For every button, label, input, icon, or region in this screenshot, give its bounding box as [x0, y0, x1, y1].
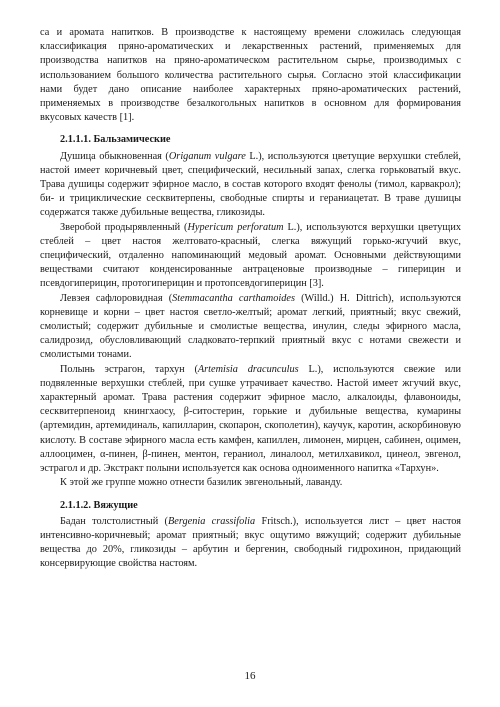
latin-name: Bergenia crassifolia — [167, 515, 256, 527]
text: Полынь эстрагон, тархун ( — [60, 363, 198, 375]
latin-name: Hypericum perforatum — [187, 221, 284, 233]
intro-paragraph: са и аромата напитков. В производстве к настоящему времени сложилась следующая классификация пряно-ароматических и лекарственных растений, применяемых для производства напитков на пряно-ароматическом растительном сырье, производимых с использованием большого количества растительного сырья. Согласно этой классификации нами будет дано описание наиболее характерных пряно-ароматических растений, применяемых в производстве безалкогольных напитков в основном для формирования вкусовых качеств [1]. — [40, 27, 461, 124]
text: Душица обыкновенная ( — [60, 150, 169, 162]
document-page — [40, 26, 461, 572]
paragraph-tarragon — [40, 363, 461, 477]
text: Бадан толстолистный ( — [60, 515, 168, 527]
paragraph-leuzea — [40, 292, 461, 363]
text: L.), используются верхушки цветущих стеблей – цвет настоя желтовато-красный, слегка вяжущий горько-жгучий вкус, специфический, отдаленно напоминающий медовый аромат. Основными действующими веществами считают конденсированные антраценовые производные – гиперицин и псевдогиперицин, протогиперицин и протопсевдогиперицин [3]. — [40, 221, 461, 290]
paragraph-bergenia — [40, 515, 461, 572]
latin-name: Artemisia dracunculus — [197, 363, 299, 375]
text: (Willd.) H. Dittrich), используются корневище и корни – цвет настоя светло-желтый; аромат легкий, приятный; вкус свежий, смолистый; содержит дубильные и смолистые вещества, инулин, следы эфирного масла, салидрозид, обусловливающий сладковато-терпкий приятный вкус с нотами свежести и смолистыми тонами. — [40, 292, 461, 361]
section-heading-balsamic: 2.1.1.1. Бальзамические — [60, 134, 171, 146]
page-number: 16 — [244, 670, 256, 682]
text: Fritsch.), используется лист – цвет настоя интенсивно-коричневый; аромат приятный; вкус ощутимо вяжущий; содержит дубильные вещества до 20%, гликозиды – арбутин и бергенин, свободный гидрохинон, придающий консервирующие свойства настоям. — [40, 515, 461, 570]
text: L.), используются свежие или подвяленные верхушки стеблей, при сушке утрачивает качество. Настой имеет жгучий вкус, характерный аромат. Трава растения содержит эфирное масло, алкалоиды, флавоноиды, сесквитерпеноид кнингхаоcу, β-ситостерин, горькие и дубильные вещества, кумарины (артемидин, артемидиналь, капилларин, скопарон, скополетин), каучук, каротин, аскорбиновую кислоту. В составе эфирного масла есть камфен, капиллен, лимонен, мирцен, сабинен, оцимен, аллооцимен, α-пинен, β-пинен, ментон, гераниол, линалоол, метилхавикол, цинеол, эвгенол, эстрагол и др. Экстракт полыни используется как основа одноименного напитка «Тархун». — [40, 363, 461, 475]
text: Зверобой продырявленный ( — [60, 221, 188, 233]
text: L.), используются цветущие верхушки стеблей, настой имеет коричневый цвет, специфический, несильный запах, слегка горьковатый вкус. Трава душицы содержит эфирное масло, в состав которого входят фенолы (тимол, карвакрол); би- и трициклические сесквитерпены, свободные спирты и гераниацетат. В траве душицы содержатся также дубильные вещества, гликозиды. — [40, 150, 462, 219]
text: Левзея сафлоровидная ( — [60, 292, 173, 304]
paragraph-basil: К этой же группе можно отнести базилик эвгенольный, лаванду. — [60, 477, 343, 489]
paragraph-hypericum — [40, 221, 461, 292]
paragraph-oregano — [40, 150, 461, 221]
section-heading-astringent: 2.1.1.2. Вяжущие — [60, 499, 138, 511]
latin-name: Stemmacantha carthamoides — [172, 292, 295, 304]
latin-name: Origanum vulgare — [168, 150, 246, 162]
